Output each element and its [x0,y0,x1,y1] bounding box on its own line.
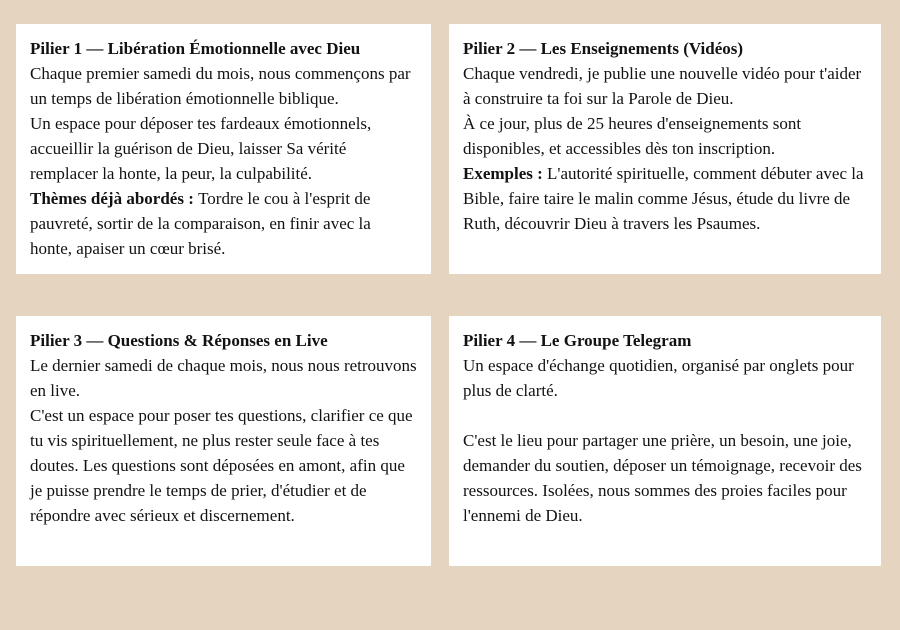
pilier-4-card [449,316,881,566]
pilier-2-card [449,24,881,274]
pilier-2-title: Pilier 2 — Les Enseignements (Vidéos) [463,39,744,58]
pilier-3-body: Le dernier samedi de chaque mois, nous nous retrouvons en live. C'est un espace pour poser tes questions, clarifier ce que tu vis spirituellement, ne plus rester seule face à tes doutes. Les questions sont déposées en amont, afin que je puisse prendre le temps de prier, d'étudier et de répondre avec sérieux et discernement. [30,356,417,525]
pilier-1-title: Pilier 1 — Libération Émotionnelle avec Dieu [30,39,361,58]
pilier-4-body: Un espace d'échange quotidien, organisé par onglets pour plus de clarté. C'est le lieu pour partager une prière, un besoin, une joie, demander du soutien, déposer un témoignage, recevoir des ressources. Isolées, nous sommes des proies faciles pour l'ennemi de Dieu. [463,356,862,525]
pilier-1-body: Chaque premier samedi du mois, nous commençons par un temps de libération émotionnelle biblique. Un espace pour déposer tes fardeaux émotionnels, accueillir la guérison de Dieu, laisser Sa vérité remplacer la honte, la peur, la culpabilité. Thèmes déjà abordés : Tordre le cou à l'esprit de pauvreté, sortir de la comparaison, en finir avec la honte, apaiser un cœur brisé. [30,64,411,258]
pilier-3-title: Pilier 3 — Questions & Réponses en Live [30,331,328,350]
pilier-4-title: Pilier 4 — Le Groupe Telegram [463,331,692,350]
pilier-2-body: Chaque vendredi, je publie une nouvelle vidéo pour t'aider à construire ta foi sur la Parole de Dieu. À ce jour, plus de 25 heures d'enseignements sont disponibles, et accessibles dès ton inscription. Exemples : L'autorité spirituelle, comment débuter avec la Bible, faire taire le malin comme Jésus, étude du livre de Ruth, découvrir Dieu à travers les Psaumes. [463,64,864,233]
pilier-1-card [16,24,431,274]
pilier-3-card [16,316,431,566]
